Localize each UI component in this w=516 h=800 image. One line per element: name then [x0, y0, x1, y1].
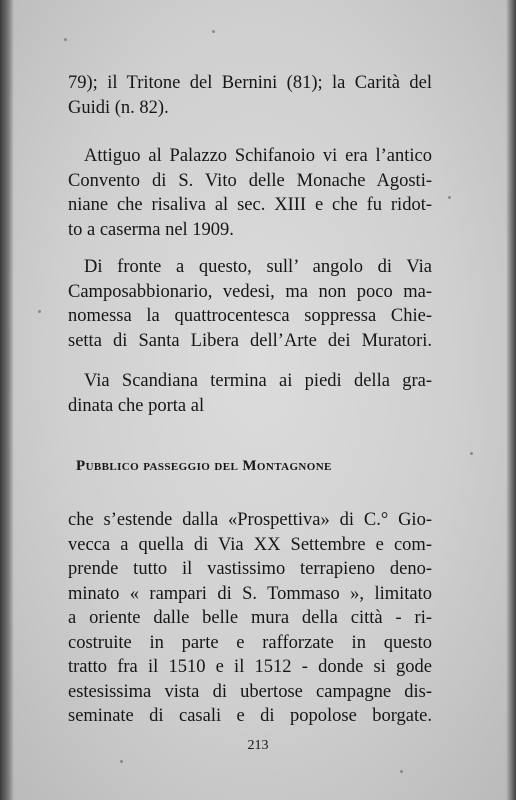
paragraph-3	[68, 255, 432, 353]
scan-speck	[212, 30, 215, 33]
text-line: niane che risaliva al sec. XIII e che fu ridot-	[68, 195, 432, 215]
text-line: nomessa la quattrocentesca soppressa Chie-	[68, 306, 432, 326]
paragraph-4	[68, 369, 432, 418]
paragraph-2	[68, 144, 432, 242]
text-line: Camposabbionario, vedesi, ma non poco ma-	[68, 281, 432, 302]
text-line: to a caserma nel 1909.	[68, 219, 234, 240]
paragraph-5	[68, 508, 432, 729]
page-edge-shadow-left	[0, 0, 14, 800]
section-heading: Pubblico passeggio del Montagnone	[76, 458, 332, 474]
scan-speck	[38, 310, 41, 313]
text-line: Via Scandiana termina ai piedi della gra-	[84, 371, 432, 391]
text-line: dinata che porta al	[68, 395, 205, 416]
scan-speck	[64, 38, 67, 41]
scan-speck	[470, 452, 473, 455]
text-line: costruite in parte e rafforzate in questo	[68, 632, 432, 653]
text-line: setta di Santa Libera dell’Arte dei Muratori.	[68, 330, 432, 351]
scan-speck	[400, 770, 403, 773]
text-line: che s’estende dalla «Prospettiva» di C.° Gio-	[68, 510, 432, 530]
text-line: Di fronte a questo, sull’ angolo di Via	[84, 257, 432, 277]
text-line: Attiguo al Palazzo Schifanoio vi era l’antico	[84, 146, 432, 166]
paragraph-1	[68, 71, 432, 120]
text-line: estesissima vista di ubertose campagne dis-	[68, 681, 432, 702]
scan-speck	[120, 760, 123, 763]
page-number: 213	[247, 738, 269, 753]
scan-speck	[448, 196, 451, 199]
text-line: tratto fra il 1510 e il 1512 - donde si gode	[68, 657, 432, 677]
text-line: seminate di casali e di popolose borgate.	[68, 706, 432, 726]
text-line: minato « rampari di S. Tommaso », limitato	[68, 583, 432, 604]
page-edge-shadow-right	[506, 0, 516, 800]
text-line: a oriente dalle belle mura della città - ri-	[68, 608, 432, 628]
text-line: 79); il Tritone del Bernini (81); la Carità del	[68, 73, 432, 93]
text-line: vecca a quella di Via XX Settembre e com-	[68, 534, 432, 555]
text-line: Guidi (n. 82).	[68, 97, 169, 118]
text-line: prende tutto il vastissimo terrapieno deno-	[68, 559, 432, 579]
text-line: Convento di S. Vito delle Monache Agosti-	[68, 170, 432, 191]
